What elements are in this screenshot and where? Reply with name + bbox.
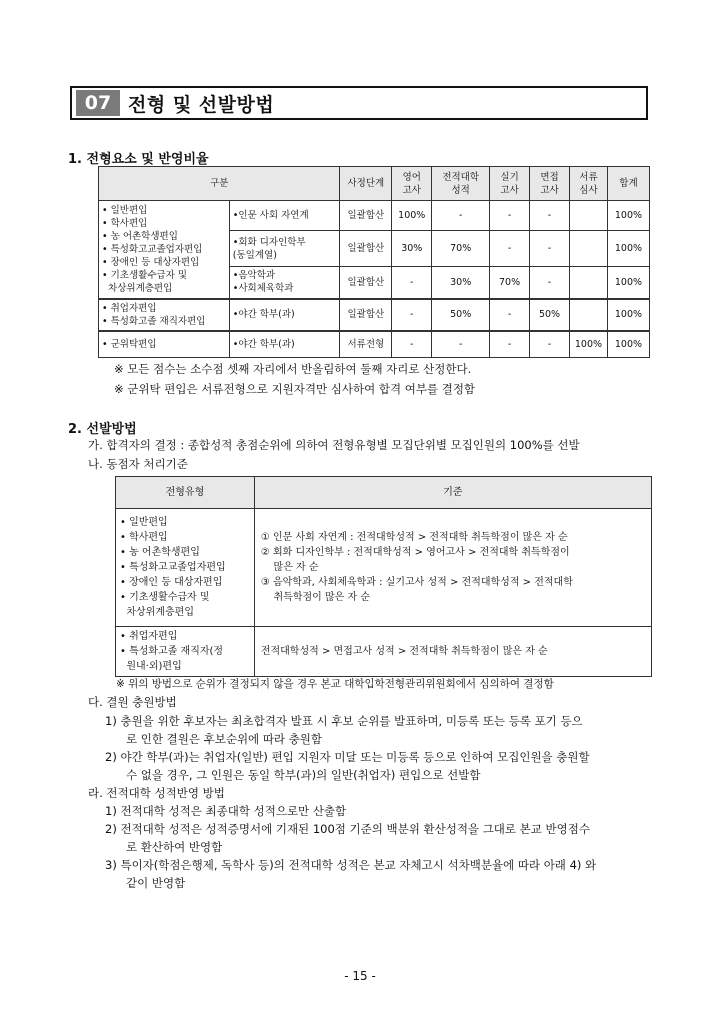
section-header	[70, 86, 648, 120]
interview-cell: -	[530, 331, 570, 358]
vacancy-heading: 다. 결원 충원방법	[88, 695, 177, 709]
document-cell: 100%	[569, 331, 607, 358]
header-category: 구분	[99, 167, 340, 201]
subcategory: •인문 사회 자연계	[229, 201, 340, 231]
gpa-item-3: 3) 특이자(학점은행제, 독학사 등)의 전적대학 성적은 본교 자체고시 석차백분율에 따라 아래 4) 와	[105, 858, 597, 872]
english-cell: -	[392, 267, 432, 299]
english-cell: 30%	[392, 231, 432, 267]
tiebreak-note: ※ 위의 방법으로 순위가 결정되지 않을 경우 본교 대학입학전형관리위원회에서 심의하여 결정함	[116, 678, 554, 690]
stage-cell: 서류전형	[340, 331, 392, 358]
prevgpa-cell: 50%	[432, 299, 490, 331]
note-military: ※ 군위탁 편입은 서류전형으로 지원자격만 심사하여 합격 여부를 결정함	[114, 382, 476, 396]
practical-cell: 70%	[490, 267, 530, 299]
gpa-item-3-cont: 같이 반영함	[126, 876, 186, 890]
part2-heading: 2. 선발방법	[68, 422, 137, 437]
english-cell: -	[392, 331, 432, 358]
document-cell	[569, 267, 607, 299]
vacancy-item-1-cont: 로 인한 결원은 후보순위에 따라 충원함	[126, 732, 323, 746]
document-cell	[569, 201, 607, 231]
interview-cell: -	[530, 231, 570, 267]
practical-cell: -	[490, 299, 530, 331]
header-stage: 사정단계	[340, 167, 392, 201]
vacancy-item-2: 2) 야간 학부(과)는 취업자(일반) 편입 지원자 미달 또는 미등록 등으로 인하여 모집인원을 충원할	[105, 750, 590, 764]
header-document: 서류 심사	[569, 167, 607, 201]
table-row	[99, 201, 650, 231]
subcategory: •회화 디자인학부 (동일계열)	[229, 231, 340, 267]
interview-cell: -	[530, 201, 570, 231]
stage-cell: 일괄합산	[340, 267, 392, 299]
prevgpa-cell: -	[432, 201, 490, 231]
selection-decision: 가. 합격자의 결정 : 종합성적 총점순위에 의하여 전형유형별 모집단위별 모집인원의 100%를 선발	[88, 438, 580, 452]
header-total: 합계	[607, 167, 649, 201]
stage-cell: 일괄합산	[340, 231, 392, 267]
document-cell	[569, 231, 607, 267]
vacancy-item-2-cont: 수 없을 경우, 그 인원은 동일 학부(과)의 일반(취업자) 편입으로 선발함	[126, 768, 481, 782]
gpa-item-2: 2) 전적대학 성적은 성적증명서에 기재된 100점 기준의 백분위 환산성적을 그대로 본교 반영점수	[105, 822, 590, 836]
page-number: - 15 -	[344, 969, 376, 983]
tiebreak-criteria: 전적대학성적 > 면접고사 성적 > 전적대학 취득학점이 많은 자 순	[254, 627, 651, 677]
total-cell: 100%	[607, 231, 649, 267]
stage-cell: 일괄합산	[340, 299, 392, 331]
gpa-method-heading: 라. 전적대학 성적반영 방법	[88, 786, 225, 800]
subcategory: •야간 학부(과)	[229, 299, 340, 331]
interview-cell: -	[530, 267, 570, 299]
interview-cell: 50%	[530, 299, 570, 331]
english-cell: 100%	[392, 201, 432, 231]
subcategory: •야간 학부(과)	[229, 331, 340, 358]
section-number: 07	[76, 90, 120, 116]
note-rounding: ※ 모든 점수는 소수점 셋째 자리에서 반올림하여 둘째 자리로 산정한다.	[114, 362, 472, 376]
header-prevgpa: 전적대학 성적	[432, 167, 490, 201]
header-practical: 실기 고사	[490, 167, 530, 201]
tiebreak-types: • 취업자편입 • 특성화고졸 재직자(정 원내·외)편입	[116, 627, 255, 677]
table-row	[116, 509, 652, 627]
tiebreak-criteria: ① 인문 사회 자연계 : 전적대학성적 > 전적대학 취득학점이 많은 자 순 ② 회화 디자인학부 : 전적대학성적 > 영어고사 > 전적대학 취득학점이 많은 자 순 ③ 음악학과, 사회체육학과 : 실기고사 성적 > 전적대학성적 > 전적대학 취득학점이 많은 자 순	[254, 509, 651, 627]
total-cell: 100%	[607, 299, 649, 331]
total-cell: 100%	[607, 201, 649, 231]
header-type: 전형유형	[116, 477, 255, 509]
group-types: • 군위탁편입	[99, 331, 230, 358]
table-row	[99, 331, 650, 358]
practical-cell: -	[490, 201, 530, 231]
prevgpa-cell: 30%	[432, 267, 490, 299]
document-cell	[569, 299, 607, 331]
header-interview: 면접 고사	[530, 167, 570, 201]
header-criteria: 기준	[254, 477, 651, 509]
table-row	[99, 299, 650, 331]
group-types: • 일반편입 • 학사편입 • 농 어촌학생편입 • 특성화고교졸업자편입 • 장애인 등 대상자편입 • 기초생활수급자 및 차상위계층편입	[99, 201, 230, 299]
prevgpa-cell: -	[432, 331, 490, 358]
vacancy-item-1: 1) 충원을 위한 후보자는 최초합격자 발표 시 후보 순위를 발표하며, 미등록 또는 등록 포기 등으	[105, 714, 583, 728]
total-cell: 100%	[607, 331, 649, 358]
total-cell: 100%	[607, 267, 649, 299]
section-title: 전형 및 선발방법	[128, 93, 275, 116]
english-cell: -	[392, 299, 432, 331]
gpa-item-2-cont: 로 환산하여 반영함	[126, 840, 223, 854]
group-types: • 취업자편입 • 특성화고졸 재직자편입	[99, 299, 230, 331]
header-english: 영어 고사	[392, 167, 432, 201]
practical-cell: -	[490, 231, 530, 267]
practical-cell: -	[490, 331, 530, 358]
subcategory: •음악학과 •사회체육학과	[229, 267, 340, 299]
tiebreak-heading: 나. 동점자 처리기준	[88, 457, 188, 471]
stage-cell: 일괄합산	[340, 201, 392, 231]
part1-heading: 1. 전형요소 및 반영비율	[68, 152, 209, 167]
prevgpa-cell: 70%	[432, 231, 490, 267]
ratio-table	[98, 166, 650, 358]
tiebreak-table	[115, 476, 652, 677]
table-row	[116, 627, 652, 677]
tiebreak-types: • 일반편입 • 학사편입 • 농 어촌학생편입 • 특성화고교졸업자편입 • 장애인 등 대상자편입 • 기초생활수급자 및 차상위계층편입	[116, 509, 255, 627]
gpa-item-1: 1) 전적대학 성적은 최종대학 성적으로만 산출함	[105, 804, 347, 818]
